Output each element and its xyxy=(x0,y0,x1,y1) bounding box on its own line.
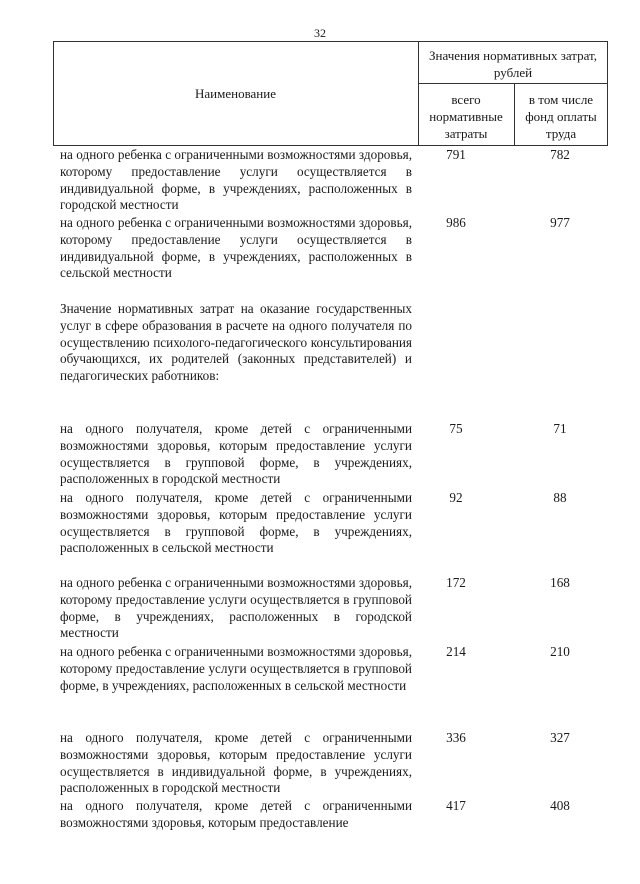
section-heading: Значение нормативных затрат на оказание государственных услуг в сфере образования в расчете на одного получателя по осуществлению психолого-педагогического консультирования обучающихся, их родителей (законных представителей) и педагогических работников: xyxy=(60,301,412,384)
column-divider xyxy=(514,83,515,146)
row-fund: 168 xyxy=(550,575,570,590)
header-fund: в том числе фонд оплаты труда xyxy=(525,92,597,141)
row-total: 214 xyxy=(446,644,466,659)
row-description: на одного получателя, кроме детей с ограниченными возможностями здоровья, которым предоставление услуги осуществляется в групповой форме, в учреждениях, расположенных в городской местности xyxy=(60,421,412,487)
row-fund: 88 xyxy=(553,490,567,505)
header-divider xyxy=(418,83,608,84)
row-fund: 210 xyxy=(550,644,570,659)
row-fund: 327 xyxy=(550,730,570,745)
row-total: 172 xyxy=(446,575,466,590)
page-number: 32 xyxy=(314,26,326,40)
header-name: Наименование xyxy=(195,86,276,101)
row-description: на одного получателя, кроме детей с ограниченными возможностями здоровья, которым предоставление xyxy=(60,798,412,830)
row-fund: 408 xyxy=(550,798,570,813)
row-description: на одного ребенка с ограниченными возможностями здоровья, которому предоставление услуги осуществляется в индивидуальной форме, в учреждениях, расположенных в сельской местности xyxy=(60,215,412,281)
row-total: 986 xyxy=(446,215,466,230)
row-total: 336 xyxy=(446,730,466,745)
row-total: 92 xyxy=(449,490,463,505)
row-fund: 782 xyxy=(550,147,570,162)
row-description: на одного ребенка с ограниченными возможностями здоровья, которому предоставление услуги осуществляется в индивидуальной форме, в учреждениях, расположенных в городской местности xyxy=(60,147,412,213)
row-description: на одного ребенка с ограниченными возможностями здоровья, которому предоставление услуги осуществляется в групповой форме, в учреждениях, расположенных в городской местности xyxy=(60,575,412,641)
header-values-group: Значения нормативных затрат, рублей xyxy=(428,48,598,80)
row-fund: 977 xyxy=(550,215,570,230)
header-total: всего нормативные затраты xyxy=(429,92,503,141)
column-divider xyxy=(418,41,419,146)
row-fund: 71 xyxy=(553,421,567,436)
row-description: на одного ребенка с ограниченными возможностями здоровья, которому предоставление услуги осуществляется в групповой форме, в учреждениях, расположенных в сельской местности xyxy=(60,644,412,693)
row-description: на одного получателя, кроме детей с ограниченными возможностями здоровья, которым предоставление услуги осуществляется в групповой форме, в учреждениях, расположенных в сельской местности xyxy=(60,490,412,556)
row-total: 791 xyxy=(446,147,466,162)
row-total: 75 xyxy=(449,421,463,436)
row-description: на одного получателя, кроме детей с ограниченными возможностями здоровья, которым предоставление услуги осуществляется в индивидуальной форме, в учреждениях, расположенных в городской местности xyxy=(60,730,412,796)
row-total: 417 xyxy=(446,798,466,813)
